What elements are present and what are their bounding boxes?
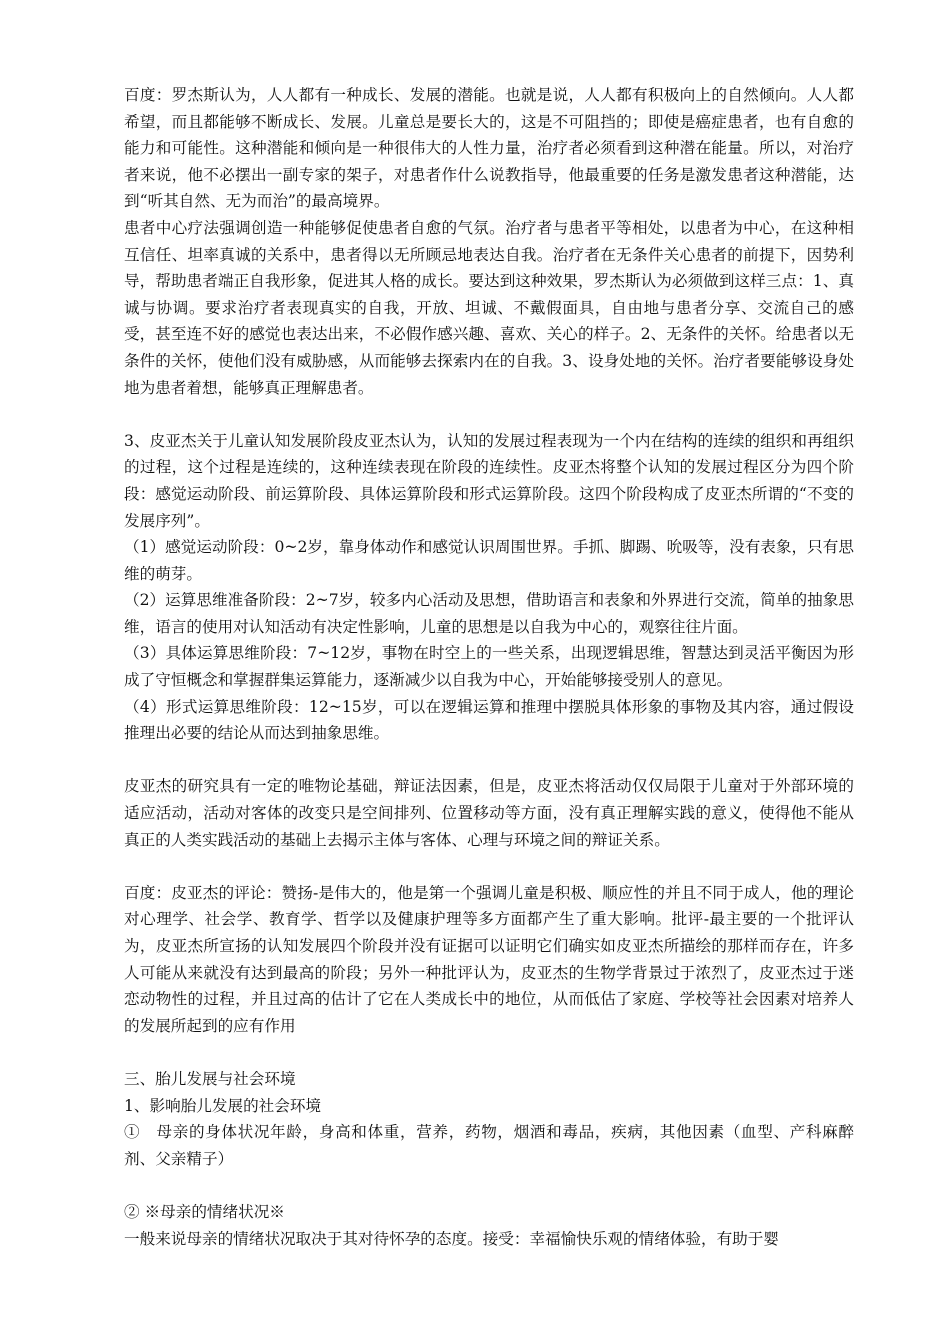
subsection-heading-social-environment: 1、影响胎儿发展的社会环境 — [124, 1096, 322, 1115]
paragraph-maternal-emotion-detail: 一般来说母亲的情绪状况取决于其对待怀孕的态度。接受：幸福愉快乐观的情绪体验，有助于婴 — [124, 1229, 779, 1248]
document-body — [124, 82, 854, 1252]
list-item-stage-4: （4）形式运算思维阶段：12~15岁，可以在逻辑运算和推理中摆脱具体形象的事物及其内容，通过假设推理出必要的结论从而达到抽象思维。 — [124, 697, 854, 743]
paragraph-rogers-potential: 百度：罗杰斯认为，人人都有一种成长、发展的潜能。也就是说，人人都有积极向上的自然倾向。人人都希望，而且都能够不断成长、发展。儿童总是要长大的，这是不可阻挡的；即使是癌症患者，也有自愈的能力和可能性。这种潜能和倾向是一种很伟大的人性力量，治疗者必须看到这种潜在能量。所以，对治疗者来说，他不必摆出一副专家的架子，对患者作什么说教指导，他最重要的任务是激发患者这种潜能，达到“听其自然、无为而治”的最高境界。 — [124, 86, 854, 211]
paragraph-piaget-stages-intro: 3、皮亚杰关于儿童认知发展阶段皮亚杰认为，认知的发展过程表现为一个内在结构的连续的组织和再组织的过程，这个过程是连续的，这种连续表现在阶段的连续性。皮亚杰将整个认知的发展过程区分为四个阶段：感觉运动阶段、前运算阶段、具体运算阶段和形式运算阶段。这四个阶段构成了皮亚杰所谓的“不变的发展序列”。 — [124, 431, 854, 530]
section-heading-fetal-development: 三、胎儿发展与社会环境 — [124, 1069, 296, 1088]
list-item-maternal-emotional: ② ※母亲的情绪状况※ — [124, 1202, 285, 1221]
paragraph-spacer — [124, 853, 854, 880]
list-item-stage-2: （2）运算思维准备阶段：2~7岁，较多内心活动及思想，借助语言和表象和外界进行交流，简单的抽象思维，语言的使用对认知活动有决定性影响，儿童的思想是以自我为中心的，观察往往片面。 — [124, 591, 854, 636]
paragraph-piaget-critique: 皮亚杰的研究具有一定的唯物论基础，辩证法因素，但是，皮亚杰将活动仅仅局限于儿童对于外部环境的适应活动，活动对客体的改变只是空间排列、位置移动等方面，没有真正理解实践的意义，使得他不能从真正的人类实践活动的基础上去揭示主体与客体、心理与环境之间的辩证关系。 — [124, 777, 854, 849]
paragraph-spacer — [124, 401, 854, 428]
list-item-maternal-physical: ① 母亲的身体状况年龄，身高和体重，营养，药物，烟酒和毒品，疾病，其他因素（血型、产科麻醉剂、父亲精子） — [124, 1123, 854, 1168]
list-item-stage-1: （1）感觉运动阶段：0~2岁，靠身体动作和感觉认识周围世界。手抓、脚踢、吮吸等，没有表象，只有思维的萌芽。 — [124, 538, 854, 583]
paragraph-spacer — [124, 1039, 854, 1066]
list-item-stage-3: （3）具体运算思维阶段：7~12岁，事物在时空上的一些关系，出现逻辑思维，智慧达到灵活平衡因为形成了守恒概念和掌握群集运算能力，逐渐减少以自我为中心，开始能够接受别人的意见。 — [124, 644, 854, 690]
paragraph-piaget-evaluation: 百度：皮亚杰的评论：赞扬-是伟大的，他是第一个强调儿童是积极、顺应性的并且不同于成人，他的理论对心理学、社会学、教育学、哲学以及健康护理等多方面都产生了重大影响。批评-最主要的一个批评认为，皮亚杰所宣扬的认知发展四个阶段并没有证据可以证明它们确实如皮亚杰所描绘的那样而存在，许多人可能从来就没有达到最高的阶段；另外一种批评认为，皮亚杰的生物学背景过于浓烈了，皮亚杰过于迷恋动物性的过程，并且过高的估计了它在人类成长中的地位，从而低估了家庭、学校等社会因素对培养人的发展所起到的应有作用 — [124, 883, 854, 1035]
paragraph-spacer — [124, 747, 854, 774]
paragraph-client-centered-therapy: 患者中心疗法强调创造一种能够促使患者自愈的气氛。治疗者与患者平等相处，以患者为中心，在这种相互信任、坦率真诚的关系中，患者得以无所顾忌地表达自我。治疗者在无条件关心患者的前提下，因势利导，帮助患者端正自我形象，促进其人格的成长。要达到这种效果，罗杰斯认为必须做到这样三点：1、真诚与协调。要求治疗者表现真实的自我，开放、坦诚、不戴假面具，自由地与患者分享、交流自己的感受，甚至连不好的感觉也表达出来，不必假作感兴趣、喜欢、关心的样子。2、无条件的关怀。给患者以无条件的关怀，使他们没有威胁感，从而能够去探索内在的自我。3、设身处地的关怀。治疗者要能够设身处地为患者着想，能够真正理解患者。 — [124, 218, 854, 397]
paragraph-spacer — [124, 1172, 854, 1199]
